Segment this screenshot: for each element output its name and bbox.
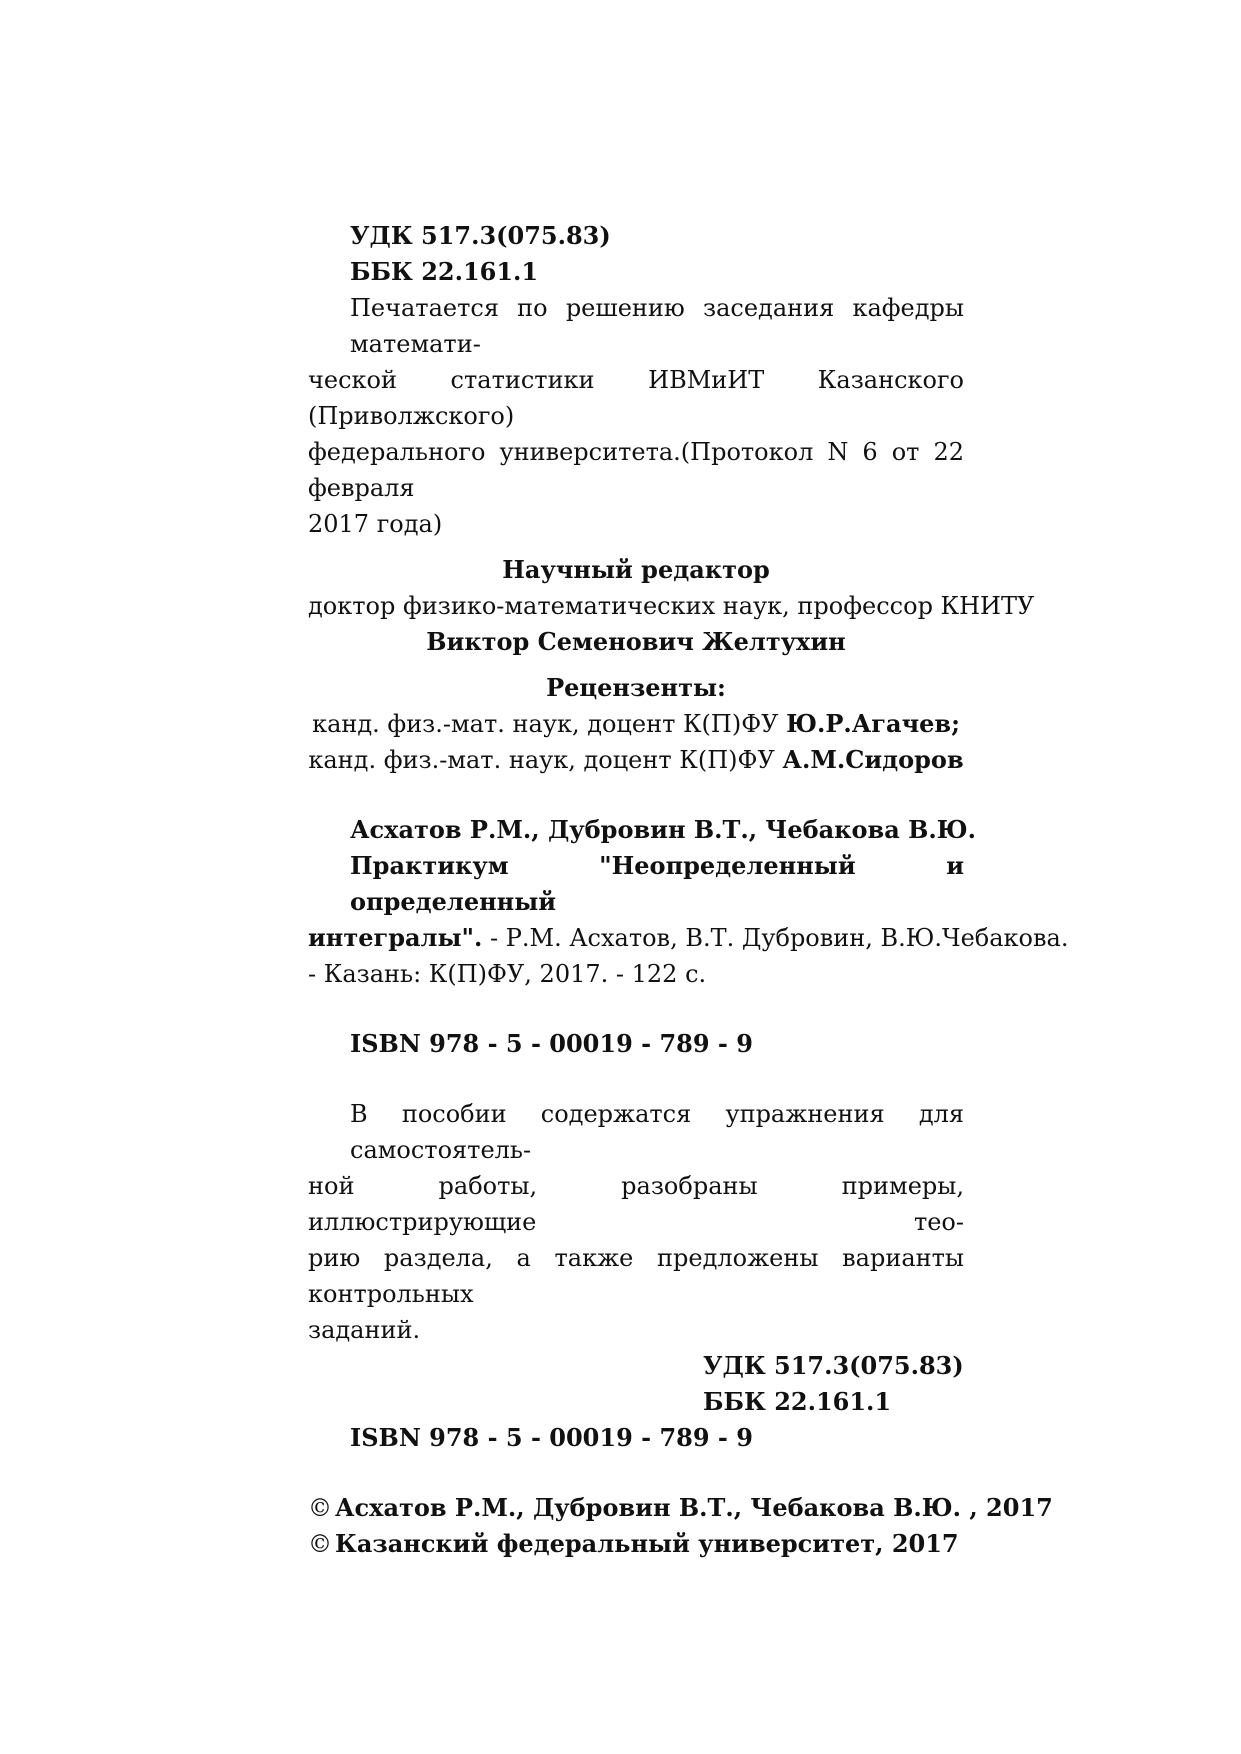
- publication-decision: [308, 290, 964, 542]
- reviewers-heading: Рецензенты:: [546, 673, 726, 702]
- bibliographic-citation: [308, 812, 1069, 992]
- citation-title-line-1: Практикум "Неопределенный и определенный: [350, 851, 964, 916]
- footer-bbk-code: ББК 22.161.1: [703, 1387, 892, 1416]
- udk-code: УДК 517.3(075.83): [350, 221, 611, 250]
- copyright-icon: ©: [308, 1530, 332, 1558]
- abstract-line-3: рию раздела, а также предложены варианты контрольных: [308, 1244, 964, 1308]
- decision-line-4: 2017 года): [308, 510, 443, 538]
- reviewer-2-name: А.М.Сидоров: [782, 745, 964, 774]
- abstract: [308, 1096, 964, 1348]
- reviewer-1: [308, 706, 964, 742]
- bbk-code: ББК 22.161.1: [350, 257, 539, 286]
- editor-name: Виктор Семенович Желтухин: [426, 627, 846, 656]
- isbn: ISBN 978 - 5 - 00019 - 789 - 9: [350, 1029, 753, 1058]
- copyright-authors-text: Асхатов Р.М., Дубровин В.Т., Чебакова В.Ю. , 2017: [335, 1493, 1053, 1522]
- abstract-line-1: В пособии содержатся упражнения для самостоятель-: [350, 1100, 964, 1164]
- abstract-line-4: заданий.: [308, 1316, 421, 1344]
- reviewer-1-position: канд. физ.-мат. наук, доцент К(П)ФУ: [312, 710, 787, 738]
- citation-responsibility: - Р.М. Асхатов, В.Т. Дубровин, В.Ю.Чебакова.: [482, 924, 1069, 952]
- copyright-university: [308, 1526, 964, 1562]
- decision-line-2: ческой статистики ИВМиИТ Казанского (Приволжского): [308, 366, 964, 430]
- copyright-authors: [308, 1490, 1053, 1526]
- reviewer-2: [308, 742, 964, 778]
- citation-authors: Асхатов Р.М., Дубровин В.Т., Чебакова В.Ю.: [350, 815, 976, 844]
- reviewer-1-name: Ю.Р.Агачев;: [786, 709, 960, 738]
- citation-title-end: интегралы".: [308, 923, 483, 952]
- reviewer-2-position: канд. физ.-мат. наук, доцент К(П)ФУ: [308, 746, 783, 774]
- editor-position: доктор физико-математических наук, профессор КНИТУ: [308, 592, 1035, 620]
- copyright-icon: ©: [308, 1494, 332, 1522]
- citation-title-line-2: [308, 920, 1069, 956]
- decision-line-1: Печатается по решению заседания кафедры математи-: [350, 294, 964, 358]
- title-page-verso: [308, 218, 1069, 1562]
- copyright-university-text: Казанский федеральный университет, 2017: [335, 1529, 959, 1558]
- abstract-line-2: ной работы, разобраны примеры, иллюстрирующие тео-: [308, 1172, 964, 1236]
- decision-line-3: федерального университета.(Протокол N 6 от 22 февраля: [308, 438, 964, 502]
- footer-udk-code: УДК 517.3(075.83): [703, 1351, 964, 1380]
- editor-heading: Научный редактор: [502, 555, 770, 584]
- footer-isbn: ISBN 978 - 5 - 00019 - 789 - 9: [350, 1423, 753, 1452]
- citation-imprint: - Казань: К(П)ФУ, 2017. - 122 с.: [308, 960, 707, 988]
